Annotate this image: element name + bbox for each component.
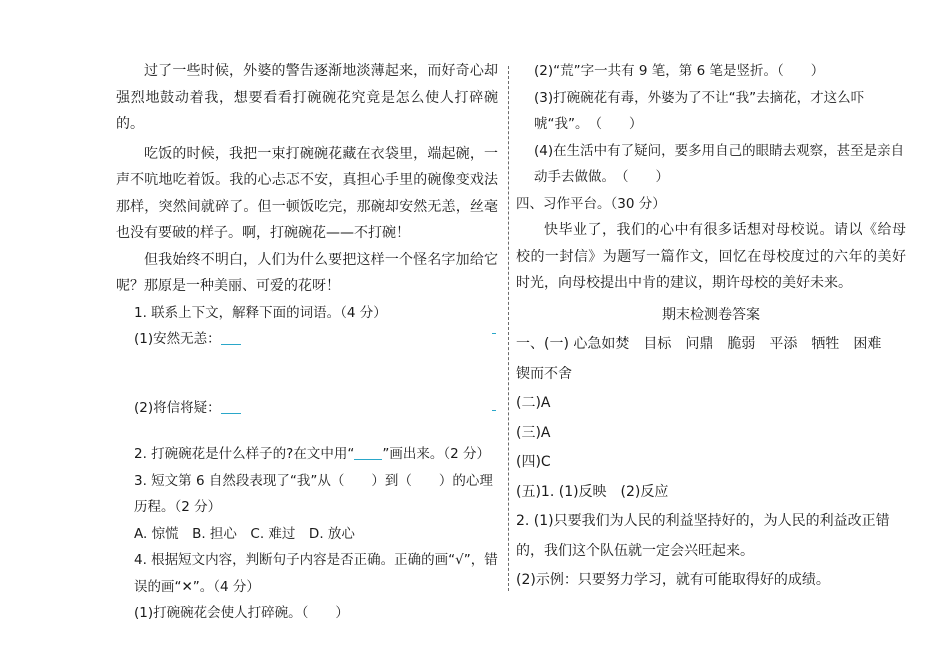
- question-4: 4. 根据短文内容，判断句子内容是否正确。正确的画“√”，错误的画“✕”。（4 分）: [134, 552, 498, 595]
- left-column: [116, 58, 498, 627]
- answer-7: (2)示例：只要努力学习，就有可能取得好的成绩。: [516, 572, 830, 588]
- question-4-3: (3)打碗碗花有毒，外婆为了不让“我”去摘花，才这么吓唬“我”。 （ ）: [534, 89, 865, 132]
- question-1-2-label: (2)将信将疑：: [134, 399, 221, 416]
- question-2: [116, 441, 498, 468]
- question-4-4: (4)在生活中有了疑问，要多用自己的眼睛去观察，甚至是亲自动手去做做。 （ ）: [534, 142, 905, 185]
- section-4-heading: 四、习作平台。（30 分）: [516, 195, 666, 212]
- answer-space-2: [116, 421, 498, 441]
- answer-6: 2. (1)只要我们为人民的利益坚持好的，为人民的利益改正错的，我们这个队伍就一定会兴旺起来。: [516, 513, 890, 559]
- story-paragraph-3: 但我始终不明白，人们为什么要把这样一个怪名字加给它呢？那原是一种美丽、可爱的花呀！: [116, 251, 498, 294]
- story-paragraph-1: 过了一些时候，外婆的警告逐渐地淡薄起来，而好奇心却强烈地鼓动着我，想要看看打碗碗花究竟是怎么使人打碎碗的。: [116, 63, 498, 132]
- answer-space-1: [116, 353, 498, 395]
- story-paragraph-2: 吃饭的时候，我把一束打碗碗花藏在衣袋里，端起碗，一声不吭地吃着饭。我的心忐忑不安，真担心手里的碗像变戏法那样，突然间就碎了。但一顿饭吃完，那碗却安然无恙，丝毫也没有要破的样子。啊，打碗碗花——不打碗！: [116, 145, 498, 241]
- answer-title: 期末检测卷答案: [662, 306, 760, 323]
- answer-2: (二)A: [516, 395, 551, 411]
- answer-word: 问鼎: [685, 336, 714, 352]
- essay-prompt: 快毕业了，我们的心中有很多话想对母校说。请以《给母校的一封信》为题写一篇作文，回忆在母校度过的六年的美好时光，向母校提出中肯的建议，期许母校的美好未来。: [516, 222, 906, 291]
- question-3: 3. 短文第 6 自然段表现了“我”从（ ）到（ ）的心理历程。（2 分）: [134, 472, 493, 515]
- answer-blank-2[interactable]: [221, 398, 241, 414]
- answer-5: (五)1. (1)反映 (2)反应: [516, 483, 669, 500]
- question-1-1-label: (1)安然无恙：: [134, 331, 221, 347]
- right-column: [516, 58, 906, 596]
- question-2-text-b: ”画出来。（2 分）: [382, 446, 490, 462]
- answer-word: 牺牲: [811, 336, 840, 352]
- margin-mark: [492, 410, 496, 411]
- question-3-options: A. 惊慌 B. 担心 C. 难过 D. 放心: [134, 525, 355, 542]
- column-divider: [508, 66, 509, 591]
- question-4-2: (2)“荒”字一共有 9 笔，第 6 笔是竖折。（ ）: [534, 63, 825, 79]
- answer-blank-1[interactable]: [221, 329, 241, 345]
- question-1-1: [116, 326, 498, 353]
- answer-4: (四)C: [516, 454, 551, 470]
- answer-3: (三)A: [516, 424, 551, 441]
- answer-1: [516, 330, 906, 360]
- answer-word: 困难: [853, 336, 882, 352]
- answer-1-prefix: 一、(一) 心急如焚: [516, 336, 630, 352]
- question-1: 1. 联系上下文，解释下面的词语。（4 分）: [134, 304, 387, 321]
- answer-1-cont: 锲而不舍: [516, 365, 572, 382]
- answer-word: 脆弱: [727, 336, 756, 352]
- answer-word: 平添: [769, 336, 798, 352]
- question-1-2: [116, 395, 498, 422]
- underline-sample: [354, 444, 382, 460]
- answer-word: 目标: [643, 336, 672, 352]
- question-2-text-a: 2. 打碗碗花是什么样子的?在文中用“: [134, 446, 355, 462]
- question-4-1: (1)打碗碗花会使人打碎碗。（ ）: [134, 605, 349, 621]
- margin-mark: [492, 333, 496, 334]
